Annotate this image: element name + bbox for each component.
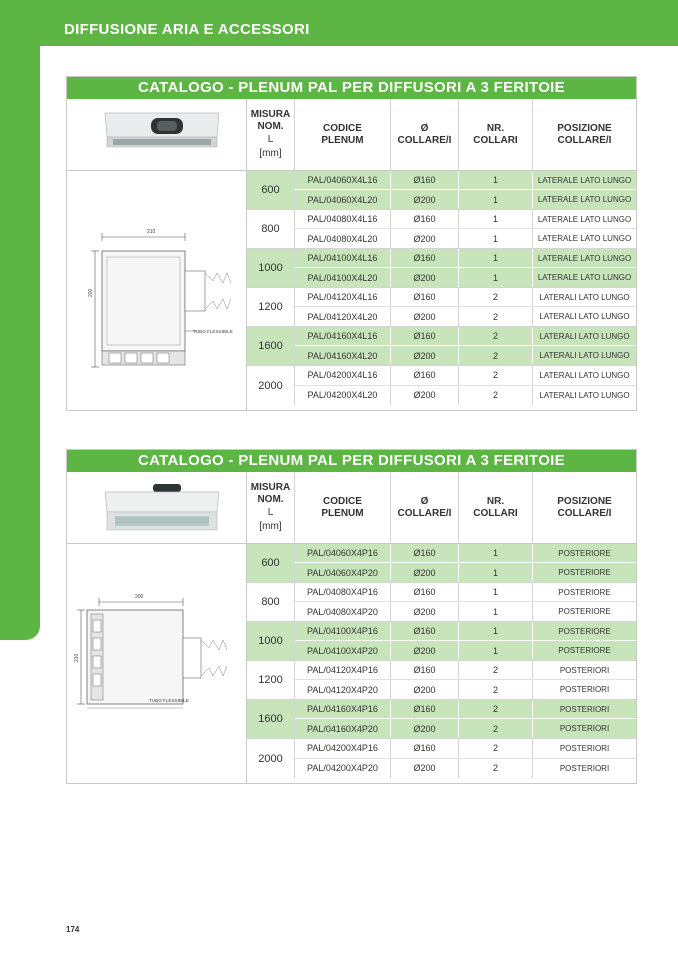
position-cell: POSTERIORE bbox=[558, 626, 611, 636]
col-header-size bbox=[247, 99, 295, 170]
col-header-size-line2: NOM. bbox=[257, 120, 284, 132]
size-cell: 800 bbox=[247, 583, 295, 621]
count-cell: 1 bbox=[459, 229, 533, 248]
diameter-cell: Ø200 bbox=[391, 641, 459, 660]
col-header-count-line1: NR. bbox=[486, 495, 505, 507]
size-cell: 1200 bbox=[247, 661, 295, 699]
col-header-size-unit: [mm] bbox=[259, 520, 282, 532]
table-row bbox=[295, 544, 636, 563]
plenum-photo-lateral bbox=[67, 99, 247, 171]
size-cell: 1200 bbox=[247, 288, 295, 326]
size-group bbox=[247, 661, 636, 700]
table-row bbox=[295, 739, 636, 759]
col-header-position-line2: COLLARE/I bbox=[557, 134, 612, 146]
position-cell: POSTERIORE bbox=[558, 568, 611, 577]
plenum-drawing-rear bbox=[67, 544, 247, 778]
table-row bbox=[295, 641, 636, 660]
diameter-cell: Ø200 bbox=[391, 190, 459, 209]
code-cell: PAL/04200X4P16 bbox=[295, 739, 391, 758]
code-cell: PAL/04200X4P20 bbox=[295, 759, 391, 779]
position-cell: POSTERIORI bbox=[559, 704, 610, 714]
code-cell: PAL/04160X4P20 bbox=[295, 719, 391, 738]
diameter-cell: Ø160 bbox=[391, 288, 459, 306]
code-cell: PAL/04060X4P16 bbox=[295, 544, 391, 562]
table-row bbox=[295, 171, 636, 190]
plenum-drawing-lateral bbox=[67, 171, 247, 405]
size-group bbox=[247, 622, 636, 661]
table-row bbox=[295, 327, 636, 346]
catalog-title: CATALOGO - PLENUM PAL PER DIFFUSORI A 3 FERITOIE bbox=[67, 450, 636, 472]
size-cell: 2000 bbox=[247, 366, 295, 405]
count-cell: 1 bbox=[459, 210, 533, 228]
col-header-diameter-line2: COLLARE/I bbox=[397, 507, 452, 519]
col-header-position bbox=[533, 472, 636, 543]
code-cell: PAL/04080X4L20 bbox=[295, 229, 391, 248]
plenum-photo-rear bbox=[67, 472, 247, 544]
col-header-diameter bbox=[391, 99, 459, 170]
count-cell: 2 bbox=[459, 680, 533, 699]
code-cell: PAL/04060X4L16 bbox=[295, 171, 391, 189]
col-header-size-line2: NOM. bbox=[257, 493, 284, 505]
count-cell: 2 bbox=[459, 346, 533, 365]
size-group bbox=[247, 210, 636, 249]
code-cell: PAL/04080X4L16 bbox=[295, 210, 391, 228]
position-cell: LATERALE LATO LUNGO bbox=[537, 253, 632, 263]
drawing-height-label: 200 bbox=[88, 288, 94, 297]
col-header-diameter bbox=[391, 472, 459, 543]
count-cell: 2 bbox=[459, 719, 533, 738]
diameter-cell: Ø200 bbox=[391, 346, 459, 365]
position-cell: LATERALE LATO LUNGO bbox=[537, 195, 632, 204]
size-cell: 1000 bbox=[247, 249, 295, 287]
position-cell: POSTERIORI bbox=[559, 685, 610, 694]
size-cell: 2000 bbox=[247, 739, 295, 778]
technical-drawing bbox=[67, 544, 247, 783]
size-group bbox=[247, 544, 636, 583]
table-row bbox=[295, 602, 636, 621]
size-group bbox=[247, 739, 636, 778]
position-cell: LATERALI LATO LUNGO bbox=[539, 292, 630, 302]
diameter-cell: Ø160 bbox=[391, 622, 459, 640]
position-cell: LATERALI LATO LUNGO bbox=[539, 370, 630, 380]
size-cell: 800 bbox=[247, 210, 295, 248]
col-header-code-line2: PLENUM bbox=[321, 134, 364, 146]
code-cell: PAL/04160X4L16 bbox=[295, 327, 391, 345]
size-group bbox=[247, 288, 636, 327]
diameter-cell: Ø200 bbox=[391, 229, 459, 248]
diameter-cell: Ø160 bbox=[391, 583, 459, 601]
code-cell: PAL/04100X4L16 bbox=[295, 249, 391, 267]
count-cell: 2 bbox=[459, 327, 533, 345]
code-cell: PAL/04120X4L20 bbox=[295, 307, 391, 326]
position-cell: LATERALE LATO LUNGO bbox=[537, 214, 632, 224]
col-header-position-line2: COLLARE/I bbox=[557, 507, 612, 519]
col-header-count bbox=[459, 99, 533, 170]
code-cell: PAL/04100X4L20 bbox=[295, 268, 391, 287]
position-cell: POSTERIORE bbox=[558, 548, 611, 558]
drawing-hose-label: TUBO FLESSIBILE bbox=[149, 698, 189, 703]
code-cell: PAL/04080X4P20 bbox=[295, 602, 391, 621]
table-row bbox=[295, 719, 636, 738]
position-cell: LATERALI LATO LUNGO bbox=[539, 390, 630, 400]
count-cell: 1 bbox=[459, 622, 533, 640]
code-cell: PAL/04120X4P16 bbox=[295, 661, 391, 679]
count-cell: 1 bbox=[459, 249, 533, 267]
diameter-cell: Ø160 bbox=[391, 210, 459, 228]
diameter-cell: Ø200 bbox=[391, 759, 459, 779]
position-cell: POSTERIORE bbox=[558, 587, 611, 597]
size-group bbox=[247, 171, 636, 210]
table-row bbox=[295, 268, 636, 287]
diameter-cell: Ø200 bbox=[391, 268, 459, 287]
code-cell: PAL/04200X4L16 bbox=[295, 366, 391, 385]
count-cell: 2 bbox=[459, 759, 533, 779]
count-cell: 2 bbox=[459, 700, 533, 718]
product-photo bbox=[67, 99, 247, 170]
page-number: 174 bbox=[66, 925, 80, 934]
col-header-diameter-line2: COLLARE/I bbox=[397, 134, 452, 146]
col-header-code-line1: CODICE bbox=[323, 122, 362, 134]
col-header-size-line3: L bbox=[267, 133, 274, 145]
side-color-band bbox=[0, 0, 40, 640]
col-header-code bbox=[295, 99, 391, 170]
table-body bbox=[67, 171, 636, 410]
table-body bbox=[67, 544, 636, 783]
table-row bbox=[295, 700, 636, 719]
diameter-cell: Ø160 bbox=[391, 739, 459, 758]
table-row bbox=[295, 386, 636, 406]
col-header-code-line2: PLENUM bbox=[321, 507, 364, 519]
position-cell: LATERALE LATO LUNGO bbox=[537, 234, 632, 243]
diameter-cell: Ø160 bbox=[391, 249, 459, 267]
diameter-cell: Ø200 bbox=[391, 602, 459, 621]
count-cell: 1 bbox=[459, 171, 533, 189]
table-row bbox=[295, 346, 636, 365]
count-cell: 1 bbox=[459, 641, 533, 660]
size-cell: 1600 bbox=[247, 700, 295, 738]
col-header-position bbox=[533, 99, 636, 170]
catalog-title: CATALOGO - PLENUM PAL PER DIFFUSORI A 3 FERITOIE bbox=[67, 77, 636, 99]
drawing-width-label: 210 bbox=[147, 229, 156, 235]
code-cell: PAL/04160X4P16 bbox=[295, 700, 391, 718]
count-cell: 1 bbox=[459, 544, 533, 562]
col-header-diameter-line1: Ø bbox=[420, 122, 429, 134]
section-title: DIFFUSIONE ARIA E ACCESSORI bbox=[64, 21, 310, 38]
code-cell: PAL/04200X4L20 bbox=[295, 386, 391, 406]
position-cell: POSTERIORI bbox=[559, 724, 610, 733]
count-cell: 2 bbox=[459, 386, 533, 406]
size-cell: 600 bbox=[247, 171, 295, 209]
table-row bbox=[295, 622, 636, 641]
diameter-cell: Ø200 bbox=[391, 307, 459, 326]
count-cell: 2 bbox=[459, 288, 533, 306]
count-cell: 2 bbox=[459, 366, 533, 385]
col-header-count bbox=[459, 472, 533, 543]
diameter-cell: Ø160 bbox=[391, 700, 459, 718]
code-cell: PAL/04100X4P16 bbox=[295, 622, 391, 640]
code-cell: PAL/04100X4P20 bbox=[295, 641, 391, 660]
diameter-cell: Ø200 bbox=[391, 386, 459, 406]
diameter-cell: Ø160 bbox=[391, 327, 459, 345]
table-header bbox=[67, 99, 636, 171]
table-row bbox=[295, 307, 636, 326]
table-row bbox=[295, 563, 636, 582]
position-cell: LATERALE LATO LUNGO bbox=[537, 175, 632, 185]
position-cell: POSTERIORI bbox=[559, 665, 610, 675]
diameter-cell: Ø160 bbox=[391, 171, 459, 189]
position-cell: POSTERIORI bbox=[559, 743, 610, 753]
diameter-cell: Ø200 bbox=[391, 719, 459, 738]
col-header-position-line1: POSIZIONE bbox=[557, 495, 612, 507]
col-header-position-line1: POSIZIONE bbox=[557, 122, 612, 134]
count-cell: 1 bbox=[459, 190, 533, 209]
position-cell: LATERALI LATO LUNGO bbox=[539, 331, 630, 341]
size-group bbox=[247, 327, 636, 366]
col-header-diameter-line1: Ø bbox=[420, 495, 429, 507]
code-cell: PAL/04080X4P16 bbox=[295, 583, 391, 601]
count-cell: 1 bbox=[459, 602, 533, 621]
size-group bbox=[247, 583, 636, 622]
drawing-height-label: 210 bbox=[74, 653, 80, 662]
product-rows bbox=[247, 171, 636, 410]
position-cell: POSTERIORE bbox=[558, 646, 611, 655]
col-header-count-line1: NR. bbox=[486, 122, 505, 134]
product-rows bbox=[247, 544, 636, 783]
col-header-code bbox=[295, 472, 391, 543]
table-row bbox=[295, 366, 636, 386]
drawing-width-label: 200 bbox=[135, 594, 144, 600]
table-row bbox=[295, 583, 636, 602]
col-header-count-line2: COLLARI bbox=[473, 507, 518, 519]
size-cell: 1000 bbox=[247, 622, 295, 660]
col-header-size-line1: MISURA bbox=[250, 108, 291, 120]
table-header bbox=[67, 472, 636, 544]
table-row bbox=[295, 759, 636, 779]
table-row bbox=[295, 288, 636, 307]
col-header-size-line1: MISURA bbox=[250, 481, 291, 493]
size-cell: 1600 bbox=[247, 327, 295, 365]
table-row bbox=[295, 190, 636, 209]
table-row bbox=[295, 661, 636, 680]
size-group bbox=[247, 700, 636, 739]
diameter-cell: Ø160 bbox=[391, 661, 459, 679]
catalog-table-lateral bbox=[66, 76, 637, 411]
count-cell: 1 bbox=[459, 583, 533, 601]
count-cell: 1 bbox=[459, 563, 533, 582]
code-cell: PAL/04060X4P20 bbox=[295, 563, 391, 582]
col-header-size-line3: L bbox=[267, 506, 274, 518]
diameter-cell: Ø160 bbox=[391, 366, 459, 385]
size-group bbox=[247, 249, 636, 288]
table-row bbox=[295, 229, 636, 248]
position-cell: LATERALI LATO LUNGO bbox=[539, 351, 630, 360]
position-cell: LATERALE LATO LUNGO bbox=[537, 273, 632, 282]
code-cell: PAL/04160X4L20 bbox=[295, 346, 391, 365]
code-cell: PAL/04120X4P20 bbox=[295, 680, 391, 699]
col-header-count-line2: COLLARI bbox=[473, 134, 518, 146]
diameter-cell: Ø200 bbox=[391, 563, 459, 582]
col-header-size bbox=[247, 472, 295, 543]
catalog-table-rear bbox=[66, 449, 637, 784]
table-row bbox=[295, 249, 636, 268]
position-cell: POSTERIORI bbox=[559, 763, 610, 773]
code-cell: PAL/04120X4L16 bbox=[295, 288, 391, 306]
table-row bbox=[295, 680, 636, 699]
diameter-cell: Ø160 bbox=[391, 544, 459, 562]
count-cell: 1 bbox=[459, 268, 533, 287]
product-photo bbox=[67, 472, 247, 543]
col-header-size-unit: [mm] bbox=[259, 147, 282, 159]
drawing-hose-label: TUBO FLESSIBILE bbox=[193, 329, 233, 334]
size-group bbox=[247, 366, 636, 405]
position-cell: POSTERIORE bbox=[558, 607, 611, 616]
table-row bbox=[295, 210, 636, 229]
count-cell: 2 bbox=[459, 307, 533, 326]
size-cell: 600 bbox=[247, 544, 295, 582]
diameter-cell: Ø200 bbox=[391, 680, 459, 699]
technical-drawing bbox=[67, 171, 247, 410]
col-header-code-line1: CODICE bbox=[323, 495, 362, 507]
position-cell: LATERALI LATO LUNGO bbox=[539, 312, 630, 321]
count-cell: 2 bbox=[459, 661, 533, 679]
code-cell: PAL/04060X4L20 bbox=[295, 190, 391, 209]
count-cell: 2 bbox=[459, 739, 533, 758]
